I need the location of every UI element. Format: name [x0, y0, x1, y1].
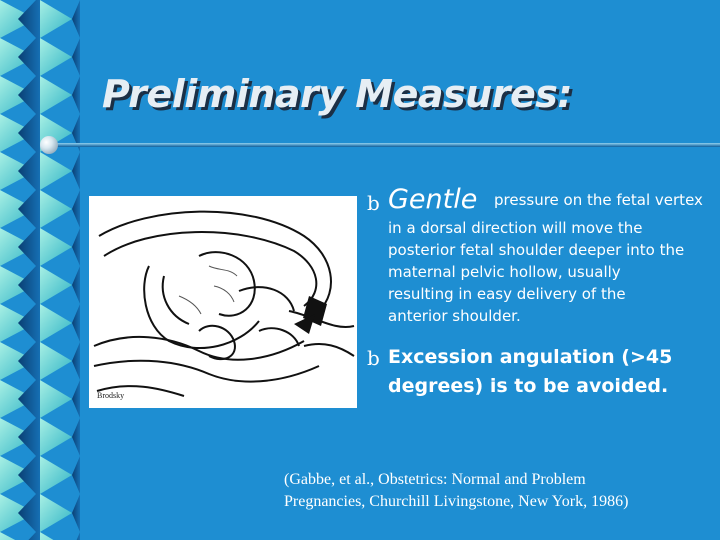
bullet-2-line: Excession angulation (>45 [388, 346, 673, 368]
bullet-2-line: degrees) is to be avoided. [388, 375, 669, 397]
decorative-triangle-strip [0, 0, 80, 540]
title-knob-ornament [40, 136, 58, 154]
citation [284, 469, 704, 513]
bullet-marker-1: b [367, 191, 380, 215]
bullet-1-lead: Gentle [388, 184, 478, 215]
bullet-1-line: anterior shoulder. [388, 307, 521, 325]
bullet-marker-2: b [367, 346, 380, 370]
citation-line: (Gabbe, et al., Obstetrics: Normal and Problem [284, 471, 586, 488]
bullet-1-first-line: pressure on the fetal vertex [494, 191, 703, 209]
page-title: Preliminary Measures: [102, 72, 573, 116]
obstetric-illustration [89, 196, 357, 408]
bullet-2-text [388, 343, 708, 401]
svg-text:Brodsky: Brodsky [97, 391, 125, 400]
citation-line: Pregnancies, Churchill Livingstone, New York, 1986) [284, 493, 629, 510]
bullet-1-line: posterior fetal shoulder deeper into the [388, 241, 685, 259]
bullet-1-line: in a dorsal direction will move the [388, 219, 643, 237]
title-underline [50, 143, 720, 147]
bullet-1-text [388, 217, 716, 327]
bullet-1-line: resulting in easy delivery of the [388, 285, 626, 303]
bullet-1-line: maternal pelvic hollow, usually [388, 263, 621, 281]
